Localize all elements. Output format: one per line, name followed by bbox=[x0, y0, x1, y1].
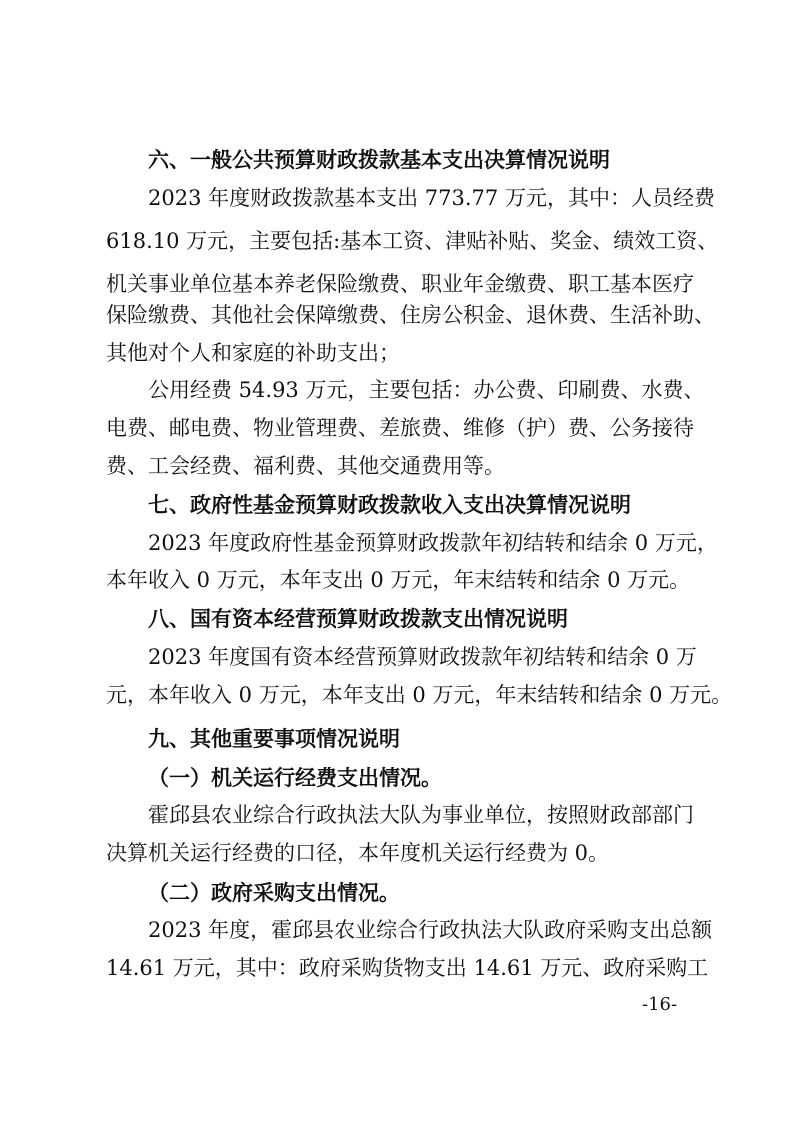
paragraph-line: 费、工会经费、福利费、其他交通费用等。 bbox=[106, 454, 505, 478]
paragraph-line: 2023 年度国有资本经营预算财政拨款年初结转和结余 0 万 bbox=[148, 645, 697, 669]
subsection-2-heading: （二）政府采购支出情况。 bbox=[148, 881, 400, 905]
paragraph-line: 本年收入 0 万元，本年支出 0 万元，年末结转和结余 0 万元。 bbox=[106, 568, 691, 592]
paragraph-line: 霍邱县农业综合行政执法大队为事业单位，按照财政部部门 bbox=[148, 803, 694, 827]
section-6-heading: 六、一般公共预算财政拨款基本支出决算情况说明 bbox=[148, 148, 610, 172]
paragraph-line: 618.10 万元，主要包括:基本工资、津贴补贴、奖金、绩效工资、 bbox=[106, 229, 719, 253]
paragraph-line: 元，本年收入 0 万元，本年支出 0 万元，年末结转和结余 0 万元。 bbox=[106, 683, 733, 707]
paragraph-line: 14.61 万元，其中：政府采购货物支出 14.61 万元、政府采购工 bbox=[106, 956, 709, 980]
paragraph-line: 决算机关运行经费的口径，本年度机关运行经费为 0。 bbox=[106, 841, 610, 865]
section-7-heading: 七、政府性基金预算财政拨款收入支出决算情况说明 bbox=[148, 493, 631, 517]
page-number: -16- bbox=[642, 994, 678, 1015]
paragraph-line: 2023 年度政府性基金预算财政拨款年初结转和结余 0 万元， bbox=[148, 531, 718, 555]
paragraph-line: 保险缴费、其他社会保障缴费、住房公积金、退休费、生活补助、 bbox=[106, 303, 715, 327]
paragraph-line: 2023 年度财政拨款基本支出 773.77 万元，其中：人员经费 bbox=[148, 186, 715, 210]
paragraph-line: 公用经费 54.93 万元，主要包括：办公费、印刷费、水费、 bbox=[148, 378, 705, 402]
paragraph-line: 机关事业单位基本养老保险缴费、职业年金缴费、职工基本医疗 bbox=[106, 272, 694, 296]
paragraph-line: 其他对个人和家庭的补助支出； bbox=[106, 341, 400, 365]
section-9-heading: 九、其他重要事项情况说明 bbox=[148, 727, 400, 751]
section-8-heading: 八、国有资本经营预算财政拨款支出情况说明 bbox=[148, 607, 568, 631]
paragraph-line: 电费、邮电费、物业管理费、差旅费、维修（护）费、公务接待 bbox=[106, 416, 694, 440]
subsection-1-heading: （一）机关运行经费支出情况。 bbox=[148, 766, 442, 790]
paragraph-line: 2023 年度，霍邱县农业综合行政执法大队政府采购支出总额 bbox=[148, 918, 713, 942]
